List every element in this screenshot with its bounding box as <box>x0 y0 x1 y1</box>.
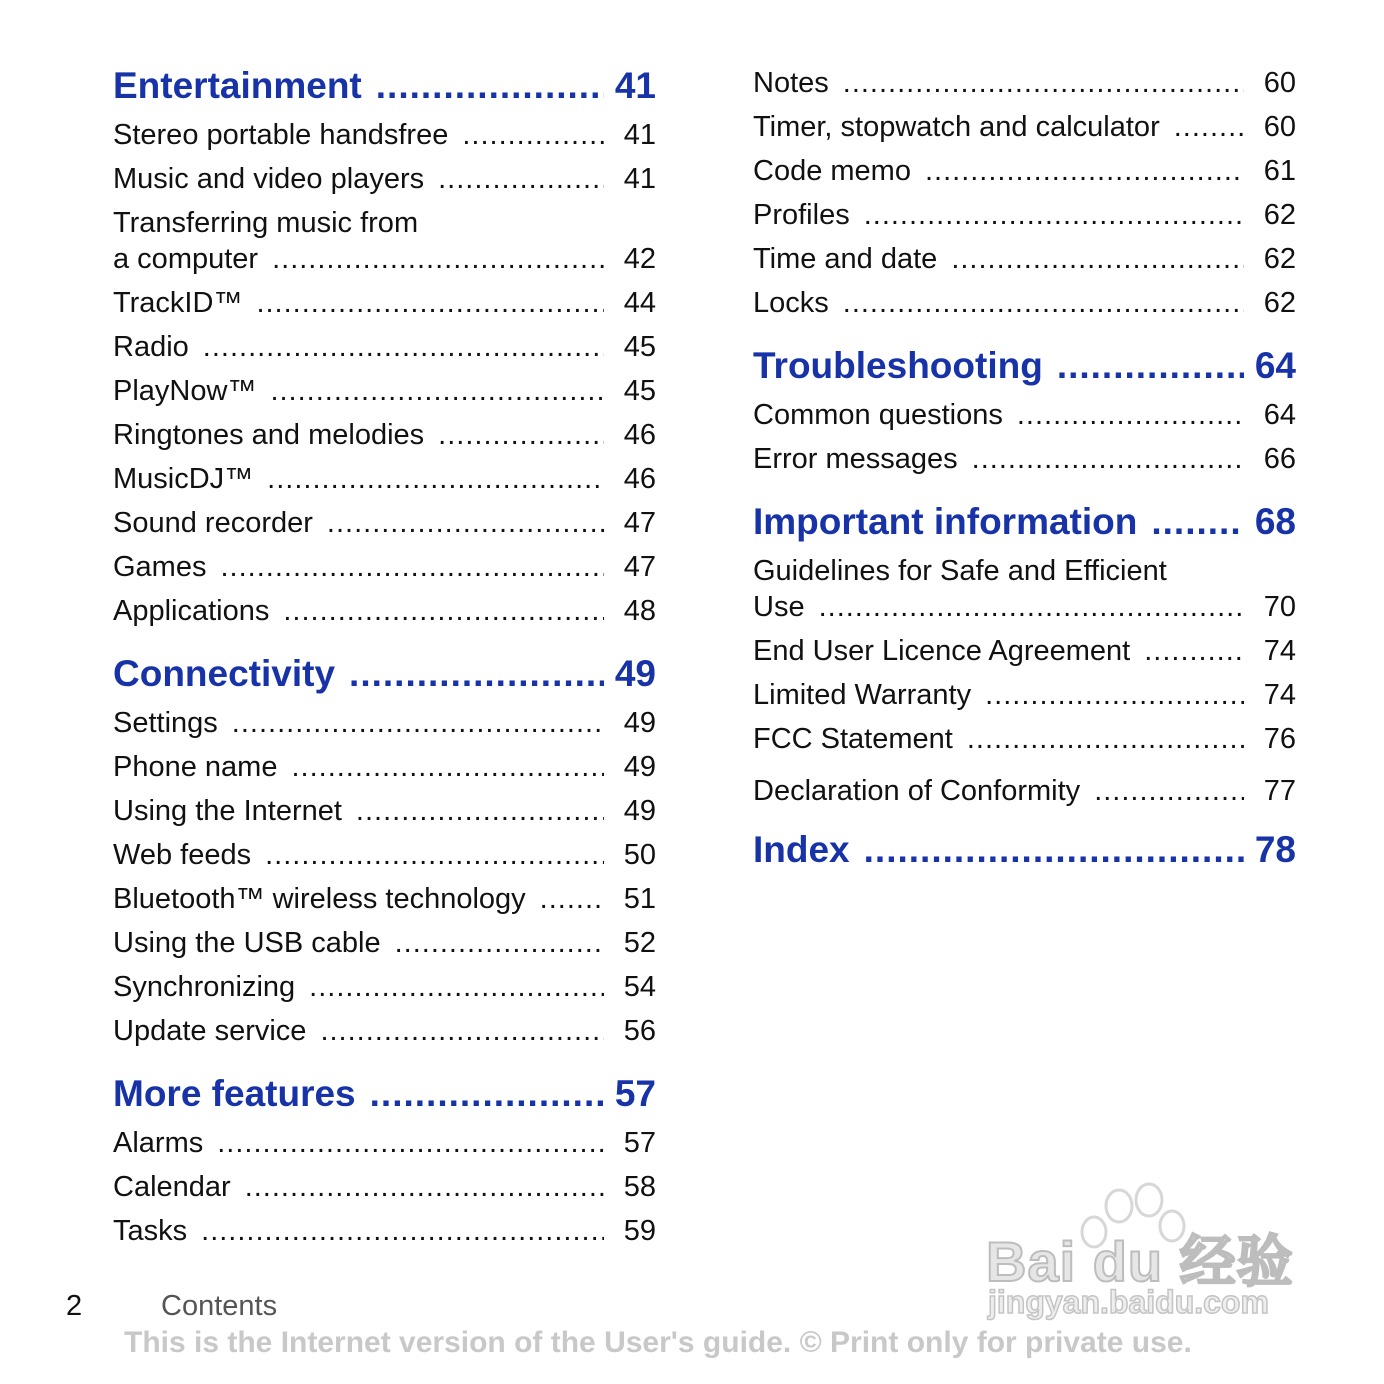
toc-entry[interactable] <box>113 162 656 196</box>
entry-page: 62 <box>1263 243 1296 275</box>
entry-page: 42 <box>623 243 656 275</box>
toc-entry[interactable] <box>753 590 1296 624</box>
entry-label: Notes <box>753 67 829 99</box>
toc-entry[interactable] <box>753 66 1296 100</box>
dot-leader <box>245 1170 604 1204</box>
toc-entry[interactable] <box>113 1214 656 1248</box>
heading-page: 57 <box>614 1073 656 1114</box>
entry-page: 45 <box>623 331 656 363</box>
entry-page: 46 <box>623 419 656 451</box>
entry-label: Use <box>753 591 805 623</box>
dot-leader <box>220 550 604 584</box>
toc-entry[interactable] <box>113 794 656 828</box>
entry-page: 58 <box>623 1171 656 1203</box>
entry-page: 51 <box>623 883 656 915</box>
entry-page: 70 <box>1263 591 1296 623</box>
entry-page: 74 <box>1263 679 1296 711</box>
toc-entry[interactable] <box>113 374 656 408</box>
entry-label: Phone name <box>113 751 278 783</box>
entry-page: 48 <box>623 595 656 627</box>
heading-title: Important information <box>753 501 1138 542</box>
entry-label: Bluetooth™ wireless technology <box>113 883 526 915</box>
entry-page: 64 <box>1263 399 1296 431</box>
footer-disclaimer: This is the Internet version of the User's guide. © Print only for private use. <box>124 1326 1192 1359</box>
toc-entry[interactable] <box>113 330 656 364</box>
entry-label: MusicDJ™ <box>113 463 254 495</box>
toc-heading-more-features[interactable] <box>113 1072 656 1116</box>
toc-entry[interactable] <box>113 242 656 276</box>
entry-page: 76 <box>1263 723 1296 755</box>
dot-leader <box>1144 634 1244 668</box>
entry-label: Timer, stopwatch and calculator <box>753 111 1160 143</box>
dot-leader <box>438 418 604 452</box>
entry-page: 45 <box>623 375 656 407</box>
toc-entry[interactable] <box>753 286 1296 320</box>
heading-title: Troubleshooting <box>753 345 1043 386</box>
dot-leader <box>291 750 604 784</box>
entry-page: 50 <box>623 839 656 871</box>
section-name: Contents <box>161 1290 278 1322</box>
dot-leader <box>540 882 604 916</box>
entry-label: Common questions <box>753 399 1003 431</box>
dot-leader <box>951 242 1244 276</box>
toc-entry[interactable] <box>113 118 656 152</box>
dot-leader <box>438 162 604 196</box>
entry-label: Using the Internet <box>113 795 342 827</box>
entry-page: 77 <box>1263 775 1296 807</box>
entry-label: Locks <box>753 287 829 319</box>
toc-heading-troubleshooting[interactable] <box>753 344 1296 388</box>
dot-leader <box>843 66 1244 100</box>
heading-title: Entertainment <box>113 65 362 106</box>
entry-label: Ringtones and melodies <box>113 419 425 451</box>
dot-leader <box>267 462 604 496</box>
toc-entry[interactable] <box>113 594 656 628</box>
entry-label: a computer <box>113 243 259 275</box>
entry-page: 49 <box>623 751 656 783</box>
dot-leader <box>972 442 1244 476</box>
dot-leader <box>283 594 604 628</box>
heading-page: 49 <box>614 653 656 694</box>
toc-entry[interactable] <box>113 926 656 960</box>
entry-label: Radio <box>113 331 189 363</box>
toc-entry[interactable] <box>113 286 656 320</box>
entry-label: Update service <box>113 1015 307 1047</box>
toc-entry-line1 <box>113 206 656 240</box>
dot-leader <box>265 838 604 872</box>
entry-label: Error messages <box>753 443 958 475</box>
toc-entry[interactable] <box>113 970 656 1004</box>
toc-entry[interactable] <box>113 1170 656 1204</box>
dot-leader <box>376 64 604 108</box>
toc-entry[interactable] <box>753 398 1296 432</box>
entry-label: Alarms <box>113 1127 204 1159</box>
toc-entry[interactable] <box>753 722 1296 756</box>
entry-page: 54 <box>623 971 656 1003</box>
entry-label: Declaration of Conformity <box>753 775 1081 807</box>
toc-entry[interactable] <box>113 418 656 452</box>
dot-leader <box>1057 344 1244 388</box>
entry-label: Sound recorder <box>113 507 313 539</box>
dot-leader <box>843 286 1244 320</box>
watermark-logo-text: Bai du 经验 <box>986 1230 1294 1293</box>
toc-entry[interactable] <box>753 198 1296 232</box>
toc-entry[interactable] <box>113 1126 656 1160</box>
toc-entry[interactable] <box>753 634 1296 668</box>
entry-page: 52 <box>623 927 656 959</box>
entry-label: FCC Statement <box>753 723 953 755</box>
toc-entry[interactable] <box>113 462 656 496</box>
toc-entry[interactable] <box>113 550 656 584</box>
toc-entry[interactable] <box>113 882 656 916</box>
heading-title: More features <box>113 1073 356 1114</box>
entry-label: Web feeds <box>113 839 252 871</box>
toc-entry[interactable] <box>113 750 656 784</box>
entry-label: Settings <box>113 707 218 739</box>
dot-leader <box>864 198 1244 232</box>
entry-label: Games <box>113 551 207 583</box>
entry-label: Calendar <box>113 1171 231 1203</box>
toc-entry[interactable] <box>753 442 1296 476</box>
entry-label: PlayNow™ <box>113 375 257 407</box>
toc-entry[interactable] <box>753 678 1296 712</box>
entry-page: 47 <box>623 507 656 539</box>
dot-leader <box>1174 110 1244 144</box>
toc-entry[interactable] <box>113 706 656 740</box>
heading-page: 64 <box>1254 345 1296 386</box>
dot-leader <box>1017 398 1244 432</box>
toc-entry[interactable] <box>753 110 1296 144</box>
entry-page: 57 <box>623 1127 656 1159</box>
entry-page: 74 <box>1263 635 1296 667</box>
dot-leader <box>925 154 1244 188</box>
heading-title: Connectivity <box>113 653 336 694</box>
entry-label: Code memo <box>753 155 911 187</box>
dot-leader <box>201 1214 604 1248</box>
entry-label-line1: Transferring music from <box>113 207 419 239</box>
entry-label: Time and date <box>753 243 938 275</box>
entry-page: 49 <box>623 795 656 827</box>
dot-leader <box>217 1126 604 1160</box>
entry-page: 41 <box>623 119 656 151</box>
toc-entry[interactable] <box>113 506 656 540</box>
toc-entry[interactable] <box>753 242 1296 276</box>
entry-label: Music and video players <box>113 163 425 195</box>
toc-entry[interactable] <box>113 1014 656 1048</box>
dot-leader <box>1094 774 1244 808</box>
dot-leader <box>327 506 604 540</box>
dot-leader <box>349 652 604 696</box>
entry-page: 47 <box>623 551 656 583</box>
toc-heading-important-information[interactable] <box>753 500 1296 544</box>
dot-leader <box>320 1014 604 1048</box>
entry-page: 60 <box>1263 111 1296 143</box>
entry-page: 41 <box>623 163 656 195</box>
dot-leader <box>1151 500 1244 544</box>
dot-leader <box>819 590 1244 624</box>
entry-label: TrackID™ <box>113 287 243 319</box>
dot-leader <box>309 970 604 1004</box>
heading-page: 78 <box>1254 829 1296 870</box>
entry-label: Stereo portable handsfree <box>113 119 449 151</box>
dot-leader <box>395 926 604 960</box>
entry-page: 60 <box>1263 67 1296 99</box>
entry-label: Applications <box>113 595 270 627</box>
entry-label: Using the USB cable <box>113 927 381 959</box>
dot-leader <box>370 1072 604 1116</box>
watermark-url: jingyan.baidu.com <box>988 1284 1269 1320</box>
heading-title: Index <box>753 829 850 870</box>
dot-leader <box>967 722 1244 756</box>
toc-heading-entertainment[interactable] <box>113 64 656 108</box>
toc-heading-connectivity[interactable] <box>113 652 656 696</box>
toc-entry[interactable] <box>113 838 656 872</box>
heading-page: 68 <box>1254 501 1296 542</box>
entry-label: Synchronizing <box>113 971 296 1003</box>
dot-leader <box>270 374 604 408</box>
dot-leader <box>985 678 1244 712</box>
heading-page: 41 <box>614 65 656 106</box>
dot-leader <box>203 330 604 364</box>
entry-page: 66 <box>1263 443 1296 475</box>
entry-page: 61 <box>1263 155 1296 187</box>
toc-heading-index[interactable] <box>753 828 1296 872</box>
page-number: 2 <box>66 1290 83 1322</box>
dot-leader <box>232 706 604 740</box>
dot-leader <box>356 794 604 828</box>
entry-label: Profiles <box>753 199 850 231</box>
toc-entry[interactable] <box>753 154 1296 188</box>
toc-entry-line1 <box>753 554 1296 588</box>
dot-leader <box>256 286 604 320</box>
entry-page: 46 <box>623 463 656 495</box>
dot-leader <box>462 118 604 152</box>
entry-page: 62 <box>1263 287 1296 319</box>
entry-page: 44 <box>623 287 656 319</box>
entry-page: 62 <box>1263 199 1296 231</box>
entry-page: 49 <box>623 707 656 739</box>
entry-label: Limited Warranty <box>753 679 972 711</box>
entry-page: 59 <box>623 1215 656 1247</box>
entry-page: 56 <box>623 1015 656 1047</box>
dot-leader <box>272 242 604 276</box>
dot-leader <box>864 828 1244 872</box>
entry-label: Tasks <box>113 1215 188 1247</box>
toc-entry[interactable] <box>753 774 1296 808</box>
entry-label-line1: Guidelines for Safe and Efficient <box>753 555 1167 587</box>
entry-label: End User Licence Agreement <box>753 635 1131 667</box>
